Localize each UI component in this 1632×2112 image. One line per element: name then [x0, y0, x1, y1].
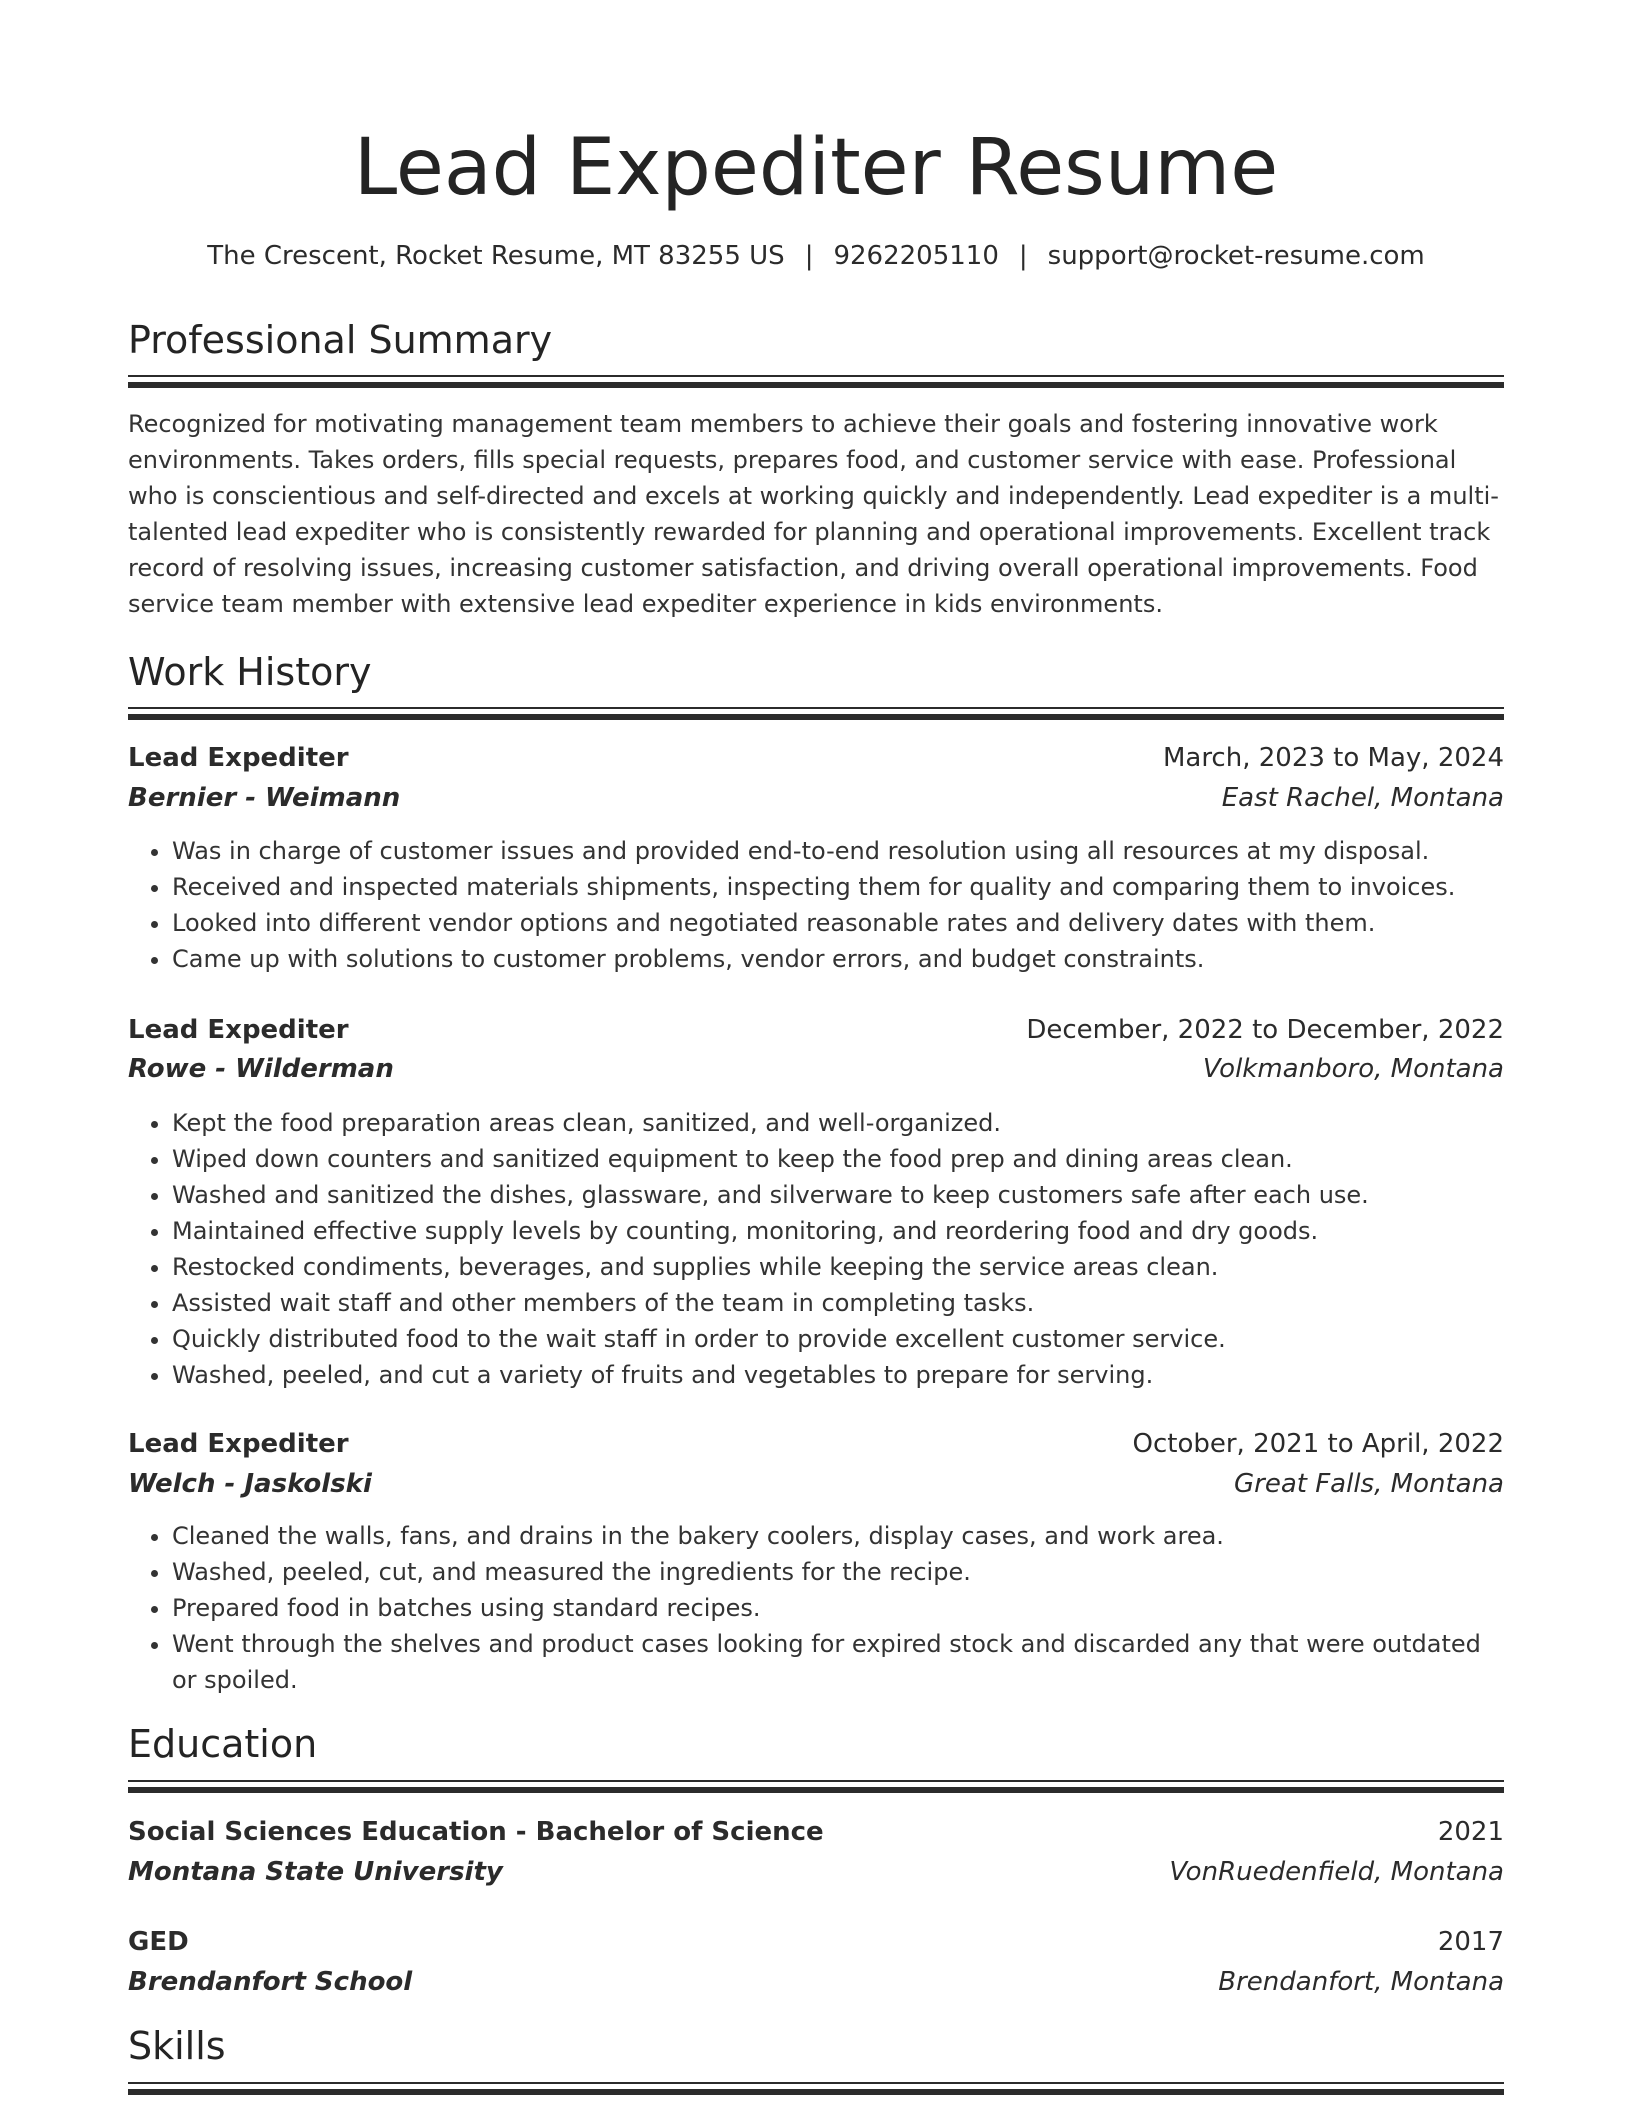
job-title: Lead Expediter	[128, 743, 349, 773]
contact-separator: |	[1018, 241, 1028, 271]
job-subheader	[128, 1049, 1504, 1089]
job-title: Lead Expediter	[128, 1015, 349, 1045]
education-degree: Social Sciences Education - Bachelor of Science	[128, 1817, 824, 1847]
job-company: Welch - Jaskolski	[128, 1469, 372, 1499]
education-location: Brendanfort, Montana	[1218, 1967, 1504, 1997]
job-bullet: • Wiped down counters and sanitized equipment to keep the food prep and dining areas clean.	[172, 1141, 1504, 1177]
job-title: Lead Expediter	[128, 1429, 349, 1459]
contact-separator: |	[804, 241, 814, 271]
education-location: VonRuedenfield, Montana	[1169, 1857, 1504, 1887]
contact-phone: 9262205110	[833, 241, 999, 271]
education-year: 2021	[1437, 1817, 1504, 1847]
section-divider	[128, 2082, 1504, 2096]
section-heading-work-history: Work History	[128, 650, 372, 694]
job-dates: December, 2022 to December, 2022	[1026, 1015, 1504, 1045]
job-bullet: • Went through the shelves and product cases looking for expired stock and discarded any that were outdated or spoiled.	[172, 1626, 1504, 1698]
job-subheader	[128, 1464, 1504, 1504]
job-bullets	[128, 1105, 1504, 1393]
contact-address: The Crescent, Rocket Resume, MT 83255 US	[207, 241, 785, 271]
section-divider	[128, 375, 1504, 389]
section-divider	[128, 1780, 1504, 1794]
job-location: Great Falls, Montana	[1234, 1469, 1504, 1499]
summary-text: Recognized for motivating management team members to achieve their goals and fostering innovative work environments. Takes orders, fills special requests, prepares food, and customer service with ease. Professional who is conscientious and self-directed and excels at working quickly and independently. Lead expediter is a multi-talented lead expediter who is consistently rewarded for planning and operational improvements. Excellent track record of resolving issues, increasing customer satisfaction, and driving overall operational improvements. Food service team member with extensive lead expediter experience in kids environments.	[128, 410, 1499, 618]
job-bullet: • Looked into different vendor options and negotiated reasonable rates and delivery dates with them.	[172, 905, 1504, 941]
job-location: East Rachel, Montana	[1221, 783, 1504, 813]
education-subheader	[128, 1852, 1504, 1892]
education-school: Montana State University	[128, 1857, 503, 1887]
job-bullets	[128, 833, 1504, 977]
job-bullet: • Cleaned the walls, fans, and drains in the bakery coolers, display cases, and work area.	[172, 1518, 1504, 1554]
job-bullet: • Quickly distributed food to the wait staff in order to provide excellent customer service.	[172, 1321, 1504, 1357]
job-bullet: • Washed and sanitized the dishes, glassware, and silverware to keep customers safe after each use.	[172, 1177, 1504, 1213]
section-heading-education: Education	[128, 1722, 318, 1766]
education-school: Brendanfort School	[128, 1967, 413, 1997]
contact-email[interactable]: support@rocket-resume.com	[1047, 241, 1425, 271]
job-dates: March, 2023 to May, 2024	[1162, 743, 1504, 773]
job-subheader	[128, 778, 1504, 818]
job-bullet: • Prepared food in batches using standard recipes.	[172, 1590, 1504, 1626]
education-degree: GED	[128, 1927, 189, 1957]
job-bullet: • Kept the food preparation areas clean, sanitized, and well-organized.	[172, 1105, 1504, 1141]
job-bullet: • Washed, peeled, cut, and measured the ingredients for the recipe.	[172, 1554, 1504, 1590]
job-header	[128, 738, 1504, 778]
section-divider	[128, 707, 1504, 721]
job-location: Volkmanboro, Montana	[1202, 1054, 1504, 1084]
job-bullets	[128, 1518, 1504, 1698]
job-bullet: • Washed, peeled, and cut a variety of fruits and vegetables to prepare for serving.	[172, 1357, 1504, 1393]
job-header	[128, 1010, 1504, 1050]
resume-title: Lead Expediter Resume	[353, 123, 1279, 213]
job-bullet: • Was in charge of customer issues and provided end-to-end resolution using all resources at my disposal.	[172, 833, 1504, 869]
education-year: 2017	[1437, 1927, 1504, 1957]
contact-line	[0, 238, 1632, 274]
section-heading-skills: Skills	[128, 2024, 226, 2068]
education-subheader	[128, 1962, 1504, 2002]
education-header	[128, 1812, 1504, 1852]
job-bullet: • Restocked condiments, beverages, and supplies while keeping the service areas clean.	[172, 1249, 1504, 1285]
job-bullet: • Maintained effective supply levels by counting, monitoring, and reordering food and dry goods.	[172, 1213, 1504, 1249]
job-company: Bernier - Weimann	[128, 783, 401, 813]
education-header	[128, 1922, 1504, 1962]
section-heading-summary: Professional Summary	[128, 318, 553, 362]
job-bullet: • Came up with solutions to customer problems, vendor errors, and budget constraints.	[172, 941, 1504, 977]
job-bullet: • Assisted wait staff and other members of the team in completing tasks.	[172, 1285, 1504, 1321]
job-company: Rowe - Wilderman	[128, 1054, 394, 1084]
job-header	[128, 1424, 1504, 1464]
job-bullet: • Received and inspected materials shipments, inspecting them for quality and comparing them to invoices.	[172, 869, 1504, 905]
job-dates: October, 2021 to April, 2022	[1132, 1429, 1504, 1459]
